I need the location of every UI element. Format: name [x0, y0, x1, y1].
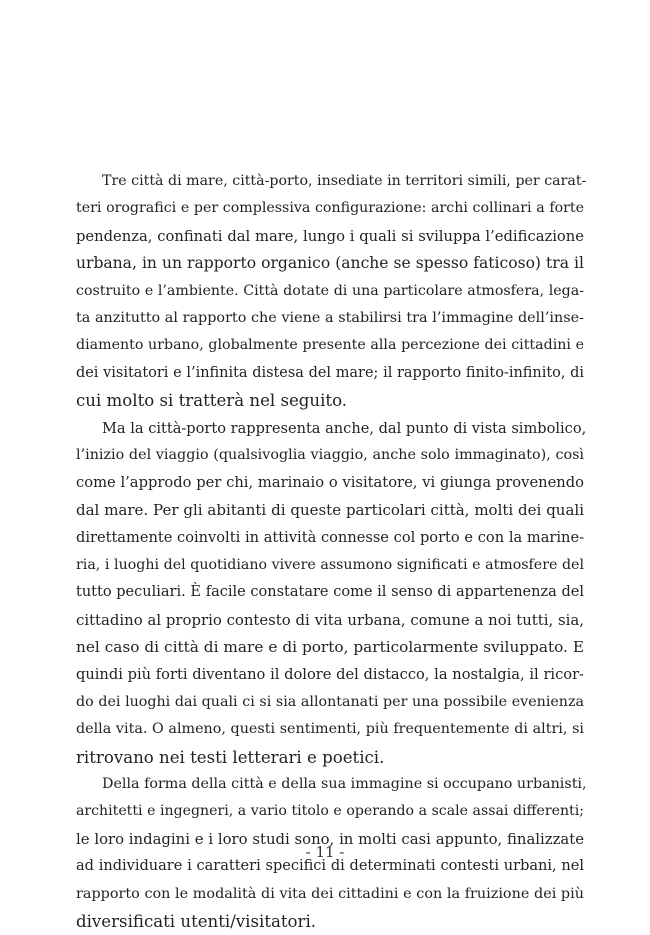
- text-line: teri orografici e per complessiva configurazione: archi collinari a forte: [76, 200, 584, 217]
- text-line: ritrovano nei testi letterari e poetici.: [76, 747, 385, 767]
- text-line: le loro indagini e i loro studi sono, in molti casi appunto, finalizzate: [76, 830, 584, 848]
- text-line: diversificati utenti/visitatori.: [76, 911, 317, 931]
- text-line: do dei luoghi dai quali ci si sia allontanati per una possibile evenienza: [76, 693, 584, 710]
- text-line: ta anzitutto al rapporto che viene a stabilirsi tra l’immagine dell’inse-: [76, 310, 584, 327]
- text-line: architetti e ingegneri, a vario titolo e operando a scale assai differenti;: [76, 803, 584, 820]
- text-line: dal mare. Per gli abitanti di queste particolari città, molti dei quali: [76, 500, 584, 519]
- text-line: ad individuare i caratteri specifici di determinati contesti urbani, nel: [76, 858, 584, 875]
- text-line: cittadino al proprio contesto di vita urbana, comune a noi tutti, sia,: [76, 610, 584, 629]
- text-line: costruito e l’ambiente. Città dotate di una particolare atmosfera, lega-: [76, 282, 584, 299]
- text-line: direttamente coinvolti in attività connesse col porto e con la marine-: [76, 529, 584, 547]
- text-line: Della forma della città e della sua immagine si occupano urbanisti,: [102, 775, 587, 792]
- text-line: dei visitatori e l’infinita distesa del mare; il rapporto finito-infinito, di: [76, 364, 584, 381]
- text-line: ria, i luoghi del quotidiano vivere assumono significati e atmosfere del: [76, 556, 584, 573]
- text-line: della vita. O almeno, questi sentimenti, più frequentemente di altri, si: [76, 721, 584, 738]
- text-line: diamento urbano, globalmente presente alla percezione dei cittadini e: [76, 337, 584, 354]
- text-line: quindi più forti diventano il dolore del distacco, la nostalgia, il ricor-: [76, 666, 584, 684]
- page-number: - 11 -: [305, 843, 345, 861]
- text-line: l’inizio del viaggio (qualsivoglia viaggio, anche solo immaginato), così: [76, 447, 584, 464]
- text-line: tutto peculiari. È facile constatare come il senso di appartenenza del: [76, 584, 584, 601]
- text-line: nel caso di città di mare e di porto, particolarmente sviluppato. E: [76, 637, 584, 656]
- text-line: Ma la città-porto rappresenta anche, dal punto di vista simbolico,: [102, 419, 587, 437]
- text-line: urbana, in un rapporto organico (anche se spesso faticoso) tra il: [76, 254, 584, 273]
- text-line: cui molto si tratterà nel seguito.: [76, 391, 348, 411]
- text-line: rapporto con le modalità di vita dei cittadini e con la fruizione dei più: [76, 885, 584, 902]
- text-line: pendenza, confinati dal mare, lungo i quali si sviluppa l’edificazione: [76, 227, 584, 245]
- text-line: come l’approdo per chi, marinaio o visitatore, vi giunga provenendo: [76, 474, 584, 492]
- body-text: [76, 168, 587, 935]
- text-line: Tre città di mare, città-porto, insediate in territori simili, per carat-: [102, 173, 587, 189]
